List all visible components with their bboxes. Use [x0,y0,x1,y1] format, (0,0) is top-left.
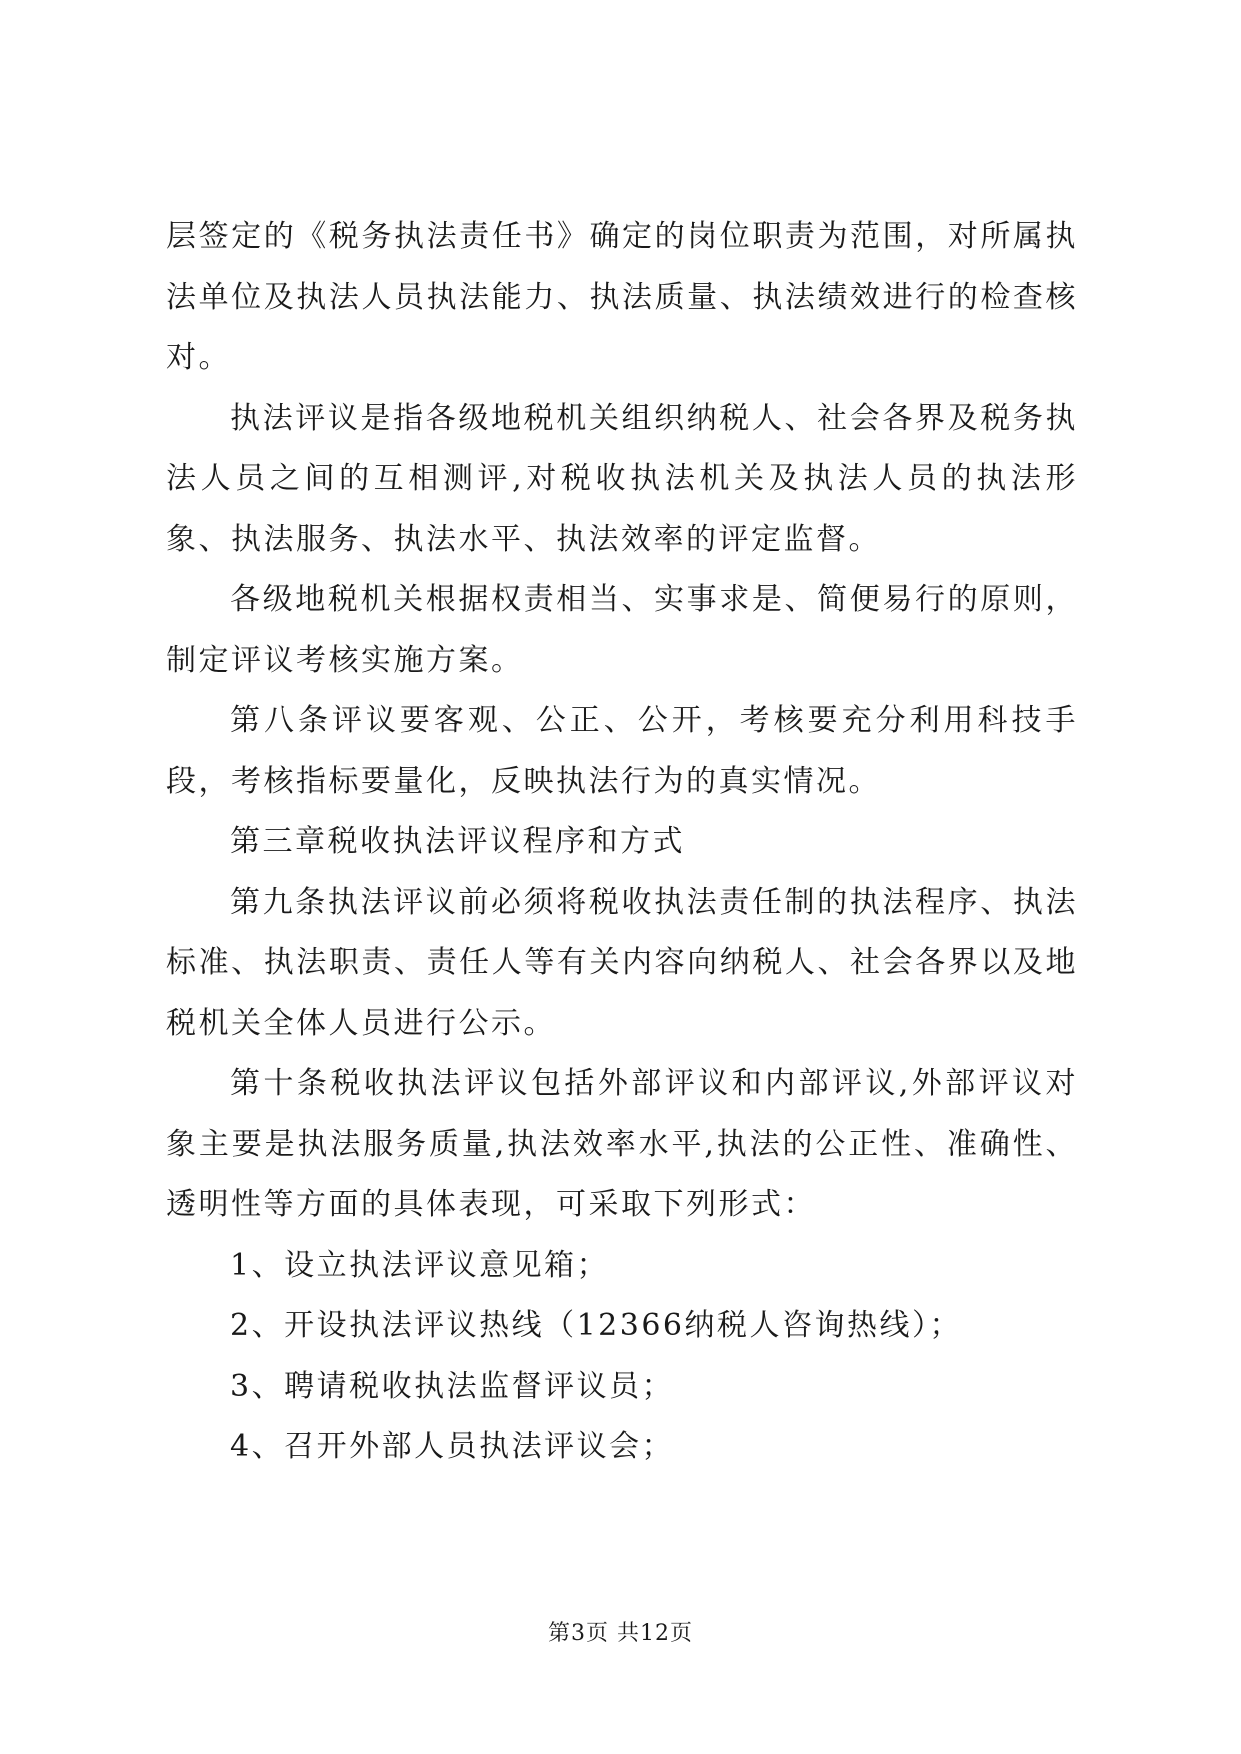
paragraph-article-10: 第十条税收执法评议包括外部评议和内部评议,外部评议对象主要是执法服务质量,执法效率水平,执法的公正性、准确性、透明性等方面的具体表现，可采取下列形式： [166,1066,1078,1222]
chapter-heading: 第三章税收执法评议程序和方式 [230,824,685,859]
paragraph-article-9: 第九条执法评议前必须将税收执法责任制的执法程序、执法标准、执法职责、责任人等有关内容向纳税人、社会各界以及地税机关全体人员进行公示。 [166,884,1078,1041]
page-number-footer: 第3页 共12页 [548,1621,693,1646]
list-item: 4、召开外部人员执法评议会； [230,1429,675,1464]
list-item: 3、聘请税收执法监督评议员； [230,1368,675,1404]
page-body [166,207,1078,1478]
paragraph-evaluation-definition: 执法评议是指各级地税机关组织纳税人、社会各界及税务执法人员之间的互相测评,对税收执法机关及执法人员的执法形象、执法服务、执法水平、执法效率的评定监督。 [166,400,1078,557]
paragraph-implementation-plan: 各级地税机关根据权责相当、实事求是、简便易行的原则，制定评议考核实施方案。 [166,582,1078,678]
list-item: 2、开设执法评议热线（12366纳税人咨询热线）； [230,1308,963,1343]
list-item: 1、设立执法评议意见箱； [230,1247,610,1283]
paragraph-article-8: 第八条评议要客观、公正、公开，考核要充分利用科技手段，考核指标要量化，反映执法行为的真实情况。 [166,703,1078,799]
paragraph-continuation: 层签定的《税务执法责任书》确定的岗位职责为范围，对所属执法单位及执法人员执法能力、执法质量、执法绩效进行的检查核对。 [166,219,1078,375]
